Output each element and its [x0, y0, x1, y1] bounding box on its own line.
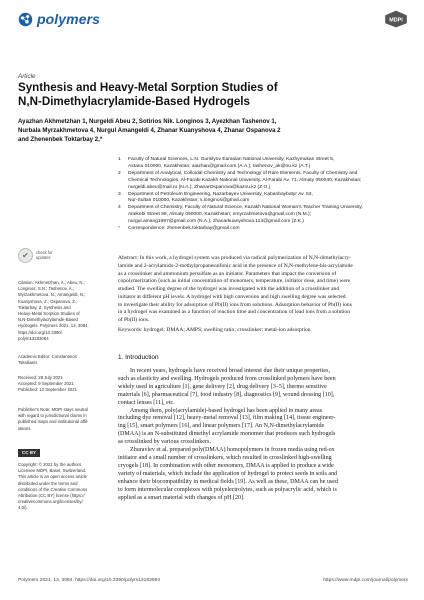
intro-line: applied as a smart material with changes of pH [20]. [118, 494, 245, 501]
affiliation-line[interactable]: Aitekebi Street 99, Almaty 050000, Kazakhstan; nmyrzahmetova@gmail.com (N.M.); [128, 212, 312, 218]
intro-line: widely used in agriculture [1], gene delivery [2], drug delivery [3–5], thermo sensitive [118, 383, 327, 390]
citation-line: Hydrogels. Polymers 2021, 13, 3084. [18, 323, 89, 329]
affiliation-number: 4 [118, 205, 121, 211]
affiliations [118, 157, 410, 233]
copyright-line: conditions of the Creative Commons [18, 486, 88, 492]
journal-logo[interactable] [18, 8, 100, 30]
affiliation-line: Department of Analytical, Colloidal Chemistry and Technology of Rare Elements, Faculty of Chemistry and [128, 170, 358, 176]
page-footer [18, 578, 408, 588]
article-type: Article [18, 73, 36, 80]
citation-line: Citation: Akhmetzhan, A.; Abeu, N.; [18, 280, 85, 285]
abstract-line: to investigate their ability for adsorption of Pb(II) ions from solutions. Adsorption behavior of Pb(II) ions [118, 301, 352, 308]
journal-name: polymers [37, 11, 101, 27]
publisher-note [18, 407, 106, 432]
footer-citation[interactable]: Polymers 2021, 13, 3084. https://doi.org/10.3390/polym13183084 [18, 578, 160, 583]
citation-line: Toktarbay, Z. Synthesis and [18, 304, 71, 310]
author-list [18, 118, 413, 145]
affiliation-number: 1 [118, 157, 121, 162]
intro-line: ing [15], smart polymers [16], and linear polymers [17]. An N,N-dimethylacrylamide [118, 423, 325, 430]
citation-doi-link[interactable]: https://doi.org/10.3390/ [18, 329, 62, 335]
introduction-body [118, 368, 410, 502]
intro-line: such as elasticity and swelling. Hydrogels produced from crosslinked polymers have been [118, 375, 336, 382]
intro-line: contact lenses [11], etc. [118, 399, 175, 406]
check-for-updates-badge[interactable] [18, 248, 53, 263]
date-published: Published: 13 September 2021 [18, 387, 78, 393]
author-line: Nurbala Myrzakhmetova 4, Nurgul Amangeldi 4, Zhanar Kuanyshova 4, Zhanar Ospanova 2 [18, 126, 281, 134]
keywords [118, 327, 410, 335]
abstract-line: Abstract: In this work, a hydrogel system was produced via radical polymerization of N,N-dimethylacry- [118, 255, 352, 261]
affiliation-number: * [118, 226, 120, 232]
intro-line: including dye removal [12], heavy-metal removal [13], film making [14], tissue engineer- [118, 415, 336, 422]
article-dates [18, 375, 106, 394]
abstract [118, 255, 410, 325]
affiliation-item [118, 157, 410, 171]
intro-line: In recent years, hydrogels have received broad interest due their unique properties, [130, 368, 330, 374]
citation-line: Heavy-Metal Sorption Studies of [18, 311, 80, 317]
intro-line: as crosslinked by various crosslinkers. [118, 439, 211, 446]
publisher-note-line: iations. [18, 425, 32, 431]
copyright-block [18, 462, 106, 512]
affiliation-item [118, 171, 410, 192]
affiliation-line: Chemical Technologies, Al-Farabi Kazakh National University, Al-Farabi Av. 71, Almaty 050040, Kazakhstan; [128, 177, 362, 183]
abstract-line: copolymerization (such as initial concentration of monomers, temperature, initiator dose, and time) were [118, 278, 351, 285]
correspondence-line[interactable]: Correspondence: zhenenbek.toktarbay@gmail.com [128, 226, 240, 232]
intro-line: variety of materials, which include the application of hydrogel to protect seeds in soils and [118, 470, 338, 477]
author-line: and Zhenenbek Toktarbay 2,* [18, 135, 103, 143]
mdpi-logo-icon[interactable] [384, 10, 408, 28]
footer-journal-link[interactable]: https://www.mdpi.com/journal/polymers [323, 578, 408, 583]
intro-line: Zhuravlev et al. prepared poly(DMAA) homopolymers in frozen media using red-ox [130, 447, 335, 454]
copyright-line: distributed under the terms and [18, 480, 78, 486]
intro-line: enhance their biocompatibility in medical fields [19]. As well as these, DMAA can be used [118, 478, 338, 485]
publisher-note-line: Publisher's Note: MDPI stays neutral [18, 407, 88, 412]
copyright-line: 4.0/). [18, 505, 28, 511]
check-updates-line: check for [36, 249, 53, 255]
check-updates-line: updates [36, 254, 51, 260]
keywords-line: Keywords: hydrogel; DMAA; AMPS; swelling ratio; crosslinker; metal-ion adsorption [118, 327, 311, 333]
section-heading: 1. Introduction [118, 354, 159, 361]
abstract-line: as a crosslinker and ammonium persulfate as an initiator. Parameters that impact the conversion of [118, 270, 337, 277]
citation-line: Kuanyshova, Z.; Ospanova, Z.; [18, 298, 78, 304]
citation-block [18, 280, 106, 342]
intro-line: initiator and a small number of crosslinkers, which resulted in crosslinked high-swelling [118, 454, 332, 461]
publisher-note-line: with regard to jurisdictional claims in [18, 413, 87, 419]
citation-doi-link[interactable]: polym13183084 [18, 335, 49, 341]
affiliation-line: Department of Petroleum Engineering, Nazarbayev University, Kabanbaybatyr Av. 53, [128, 191, 313, 197]
cc-by-license-icon[interactable]: CC BY [18, 449, 40, 457]
copyright-line: Licensee MDPI, Basel, Switzerland. [18, 468, 87, 474]
copyright-line: Copyright: © 2021 by the authors. [18, 462, 83, 467]
page-header [18, 8, 408, 30]
title-line: N,N-Dimethylacrylamide-Based Hydrogels [18, 94, 250, 108]
author-line: Ayazhan Akhmetzhan 1, Nurgeldi Abeu 2, Sotirios Nik. Longinos 3, Ayezkhan Tashenov 1, [18, 118, 277, 125]
citation-line: Longinos, S.N.; Tashenov, A.; [18, 286, 74, 292]
intro-line: cryogels [18]. In combination with other monomers, DMAA is applied to produce a wide [118, 462, 334, 469]
date-received: Received: 28 July 2021 [18, 375, 63, 380]
intro-line: Among them, poly(acrylamide)-based hydrogel has been applied in many areas [130, 407, 323, 414]
affiliation-line[interactable]: nurgul.amang1987@gmail.com (N.A.); zhanarkuanyshova.113@gmail.com (Z.K.) [128, 219, 304, 225]
copyright-line[interactable]: Attribution (CC BY) license (https:// [18, 493, 85, 499]
publisher-name: MDPI [389, 17, 403, 24]
academic-editor [18, 354, 106, 366]
affiliation-line: Faculty of Natural Sciences, L.N. Gumilyov Eurasian National University, Kazhymukan Street 5, [128, 157, 335, 162]
title-line: Synthesis and Heavy-Metal Sorption Studies of [18, 81, 278, 94]
affiliation-line[interactable]: Astana 010000, Kazakhstan; aiazhan@gmail.com (A.A.); tashenov_ak@nu.kz (A.T.) [128, 163, 311, 169]
affiliation-number: 2 [118, 170, 121, 176]
intro-line: materials [6], pharmaceutical [7], food industry [8], diagnostics [9], wound dressing [10], [118, 391, 335, 398]
citation-line: Myrzakhmetova, N.; Amangeldi, N.; [18, 292, 86, 298]
intro-line: to form intermolecular complexes with polyelectrolytes, such as polyacrylic acid, which is [118, 486, 337, 493]
copyright-line[interactable]: creativecommons.org/licenses/by/ [18, 499, 83, 505]
citation-line: N,N-Dimethylacrylamide-Based [18, 317, 78, 323]
affiliation-item [118, 205, 410, 226]
abstract-line: in a hydrogel was examined as a function of reaction time and concentration of lead ions from a solution [118, 309, 350, 316]
editor-line: Academic Editor: Constantinos [18, 354, 77, 359]
copyright-line: This article is an open access article [18, 474, 88, 480]
article-title [18, 81, 413, 108]
affiliation-item [118, 192, 410, 206]
affiliation-number: 3 [118, 191, 121, 197]
abstract-line: initiator at different pH levels. A hydrogel with high conversion and high swelling degree was selected [118, 293, 346, 300]
affiliation-line[interactable]: Nur-Sultan 010000, Kazakhstan; s.longinos@gmail.com [128, 198, 250, 204]
polymers-logo-icon [18, 12, 33, 27]
abstract-line: studied. The swelling degree of the hydrogel was investigated with the addition of a crosslinker and [118, 286, 340, 292]
publisher-note-line: published maps and institutional affil- [18, 419, 89, 425]
editor-line: Tsitsilianis [18, 360, 38, 366]
affiliation-line[interactable]: nurgeldi.abeu@mail.ru (N.A.); ZhanarOspanova@kaznu.kz (Z.O.) [128, 184, 271, 190]
affiliation-line: Department of Chemistry, Faculty of Natural Science, Kazakh National Woman's Teacher Training University, [128, 205, 363, 211]
checkmark-icon: ✔ [18, 248, 33, 263]
abstract-line: lamide and 2-acrylamido-2-methylpropanesulfonic acid in the presence of N,N-methylene-bis-acrylamide [118, 262, 353, 269]
intro-line: (DMAA) is an N-substituted dimethyl acrylamide monomer that produces such hydrogels [118, 431, 336, 438]
date-accepted: Accepted: 9 September 2021 [18, 381, 74, 387]
abstract-line: of Pb(II) ions. [118, 317, 150, 323]
correspondence [118, 226, 410, 233]
